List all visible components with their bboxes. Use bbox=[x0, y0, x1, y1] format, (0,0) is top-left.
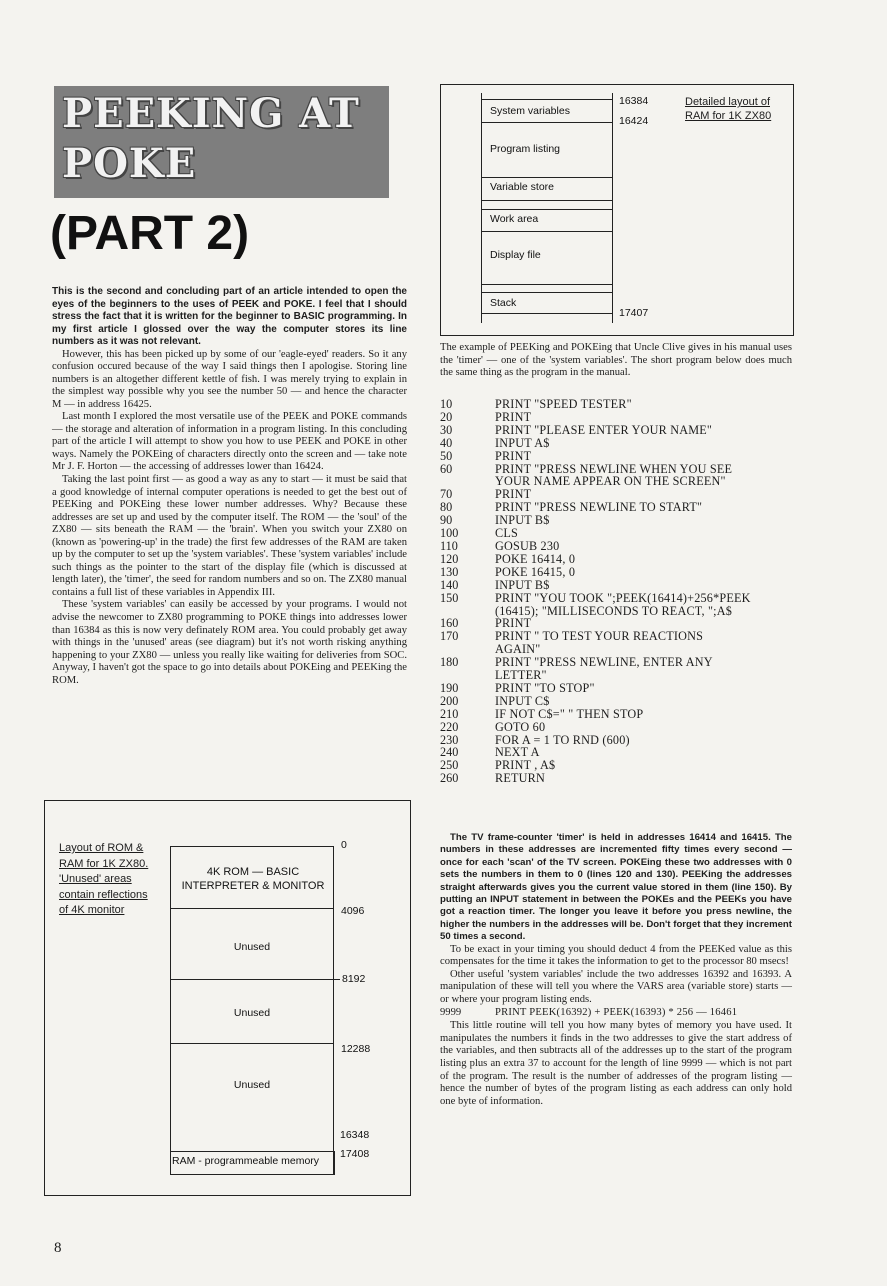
ram-column-left-edge bbox=[481, 93, 482, 323]
address-label: 16348 bbox=[340, 1129, 370, 1141]
program-line-code: PRINT "PRESS NEWLINE WHEN YOU SEE bbox=[495, 461, 733, 476]
intro-paragraph: This is the second and concluding part of an article intended to open the eyes of the beginners to the uses of PEEK and POKE. I feel that I should stress the fact that it is written for the beginner to BASIC programming. In my first article I glossed over the way the computer stores its line numbers as it was not relevant. bbox=[52, 286, 407, 347]
code-line-number: 9999 bbox=[440, 1007, 462, 1019]
program-line bbox=[440, 592, 780, 605]
paragraph: This little routine will tell you how many bytes of memory you have used. It manipulates the numbers it finds in the two addresses to give the start address of the variables, and then subtracts all of the addresses up to the start of the program listing plus an extra 37 to account for the length of line 9999 — which is not part of the program. The result is the number of addresses of the program listing — hence the number of bytes of the program listing as each address can only hold one byte of information. bbox=[440, 1020, 792, 1107]
program-line-code: INPUT B$ bbox=[495, 513, 550, 528]
rom-label bbox=[173, 865, 333, 893]
program-line-code: INPUT A$ bbox=[495, 435, 550, 450]
program-line bbox=[440, 450, 780, 463]
program-line bbox=[440, 579, 780, 592]
program-line-number: 230 bbox=[440, 732, 459, 747]
program-line-number: 50 bbox=[440, 448, 453, 463]
paragraph: Last month I explored the most versatile use of the PEEK and POKE commands — the storage and alteration of information in a program listing. In this concluding part of the article I will attempt to show you how to use PEEK and POKE in other ways. Namely the POKEing of characters directly onto the screen and — take note Mr J. F. Horton — the accessing of addresses lower than 16424. bbox=[52, 411, 407, 473]
program-line bbox=[440, 424, 780, 437]
paragraph: To be exact in your timing you should deduct 4 from the PEEKed value as this compensates for the time it takes the information to get to the processor 80 msecs! bbox=[440, 943, 792, 968]
program-line bbox=[440, 501, 780, 514]
address-label: 4096 bbox=[341, 905, 365, 917]
program-line-number: 240 bbox=[440, 745, 459, 760]
program-line-number: 120 bbox=[440, 551, 459, 566]
left-article-column bbox=[52, 286, 407, 687]
program-line bbox=[440, 605, 780, 618]
program-line-code: GOTO 60 bbox=[495, 719, 546, 734]
memory-boundary bbox=[170, 979, 340, 980]
program-line bbox=[440, 437, 780, 450]
rom-label-line: INTERPRETER & MONITOR bbox=[181, 880, 325, 892]
program-line-number: 260 bbox=[440, 771, 459, 786]
address-label: 8192 bbox=[342, 973, 366, 985]
diagram-caption bbox=[59, 841, 148, 919]
program-line bbox=[440, 772, 780, 785]
program-line-number: 200 bbox=[440, 693, 459, 708]
address-label: 16424 bbox=[619, 115, 649, 127]
program-line-code: (16415); "MILLISECONDS TO REACT, ";A$ bbox=[495, 603, 733, 618]
code-line bbox=[440, 1006, 792, 1020]
ram-boundary bbox=[481, 313, 613, 314]
program-line-number: 60 bbox=[440, 461, 453, 476]
program-line bbox=[440, 411, 780, 424]
stack-label: Stack bbox=[490, 297, 517, 309]
program-line-code: NEXT A bbox=[495, 745, 540, 760]
caption-line: of 4K monitor bbox=[59, 904, 125, 916]
program-line bbox=[440, 398, 780, 411]
program-line-number: 70 bbox=[440, 487, 453, 502]
program-line-code: PRINT "TO STOP" bbox=[495, 680, 595, 695]
program-line-number: 250 bbox=[440, 758, 459, 773]
program-line bbox=[440, 721, 780, 734]
program-line-number: 40 bbox=[440, 435, 453, 450]
program-line-number: 220 bbox=[440, 719, 459, 734]
program-line-code: PRINT "SPEED TESTER" bbox=[495, 397, 632, 411]
paragraph: These 'system variables' can easily be accessed by your programs. I would not advise the newcomer to ZX80 programming to POKE things into addresses lower than 16384 as this is now very definately ROM area. You could probably get away with things in the 'unused' areas (see diagram) but it's not worth risking anything happening to your ZX80 — unless you really like waiting for deliveries from SOC. Anyway, I haven't got the space to go into details about POKEing and PEEKing the ROM. bbox=[52, 599, 407, 686]
program-line-number: 170 bbox=[440, 629, 459, 644]
ram-label: RAM - programmeable memory bbox=[172, 1155, 320, 1167]
program-line-code: PRINT "YOU TOOK ";PEEK(16414)+256*PEEK bbox=[495, 590, 751, 605]
address-label: 12288 bbox=[341, 1043, 371, 1055]
program-line-number: 10 bbox=[440, 397, 453, 411]
program-line bbox=[440, 682, 780, 695]
title-banner bbox=[54, 86, 389, 198]
program-line-number: 180 bbox=[440, 655, 459, 670]
page-number: 8 bbox=[54, 1240, 62, 1256]
program-line-code: AGAIN" bbox=[495, 642, 541, 657]
program-line bbox=[440, 514, 780, 527]
address-label: 0 bbox=[341, 839, 347, 851]
program-line-code: GOSUB 230 bbox=[495, 538, 560, 553]
work-area-label: Work area bbox=[490, 213, 539, 225]
program-line bbox=[440, 630, 780, 643]
program-line-code: PRINT bbox=[495, 448, 532, 463]
title-line-1: PEEKING AT bbox=[62, 90, 360, 137]
program-line bbox=[440, 734, 780, 747]
paragraph: Other useful 'system variables' include the two addresses 16392 and 16393. A manipulation of these will tell you where the VARS area (variable store) starts — or where your program listing ends. bbox=[440, 968, 792, 1005]
caption-line: 'Unused' areas bbox=[59, 873, 132, 885]
memory-boundary bbox=[170, 908, 334, 909]
program-line-code: PRINT "PRESS NEWLINE TO START" bbox=[495, 500, 703, 515]
program-line-code: YOUR NAME APPEAR ON THE SCREEN" bbox=[495, 474, 726, 489]
program-line-code: RETURN bbox=[495, 771, 545, 786]
program-line-number: 140 bbox=[440, 577, 459, 592]
program-line-code: POKE 16414, 0 bbox=[495, 551, 576, 566]
program-line bbox=[440, 527, 780, 540]
program-line-code: PRINT "PLEASE ENTER YOUR NAME" bbox=[495, 422, 713, 437]
program-line-number: 20 bbox=[440, 409, 453, 424]
program-line-code: PRINT , A$ bbox=[495, 758, 556, 773]
program-line bbox=[440, 746, 780, 759]
ram-boundary bbox=[481, 177, 613, 178]
program-line-code: FOR A = 1 TO RND (600) bbox=[495, 732, 630, 747]
bold-paragraph: The TV frame-counter 'timer' is held in addresses 16414 and 16415. The numbers in these addresses are incremented fifty times every second — once for each 'scan' of the TV screen. POKEing these two addresses with 0 sets the numbers in them to 0 (lines 120 and 130). PEEKing the addresses straight afterwards gives you the current value stored in them (line 150). By putting an INPUT statement in between the POKEs and the PEEKs you have got a reaction timer. The longer you leave it before you press newline, the higher the numbers in the addresses will be. Don't forget that they increment 50 times a second. bbox=[440, 832, 792, 943]
program-line bbox=[440, 553, 780, 566]
ram-boundary bbox=[481, 292, 613, 293]
program-line-number: 210 bbox=[440, 706, 459, 721]
ram-diagram-title bbox=[685, 95, 771, 123]
program-line-code: PRINT "PRESS NEWLINE, ENTER ANY bbox=[495, 655, 713, 670]
program-listing bbox=[440, 398, 780, 785]
program-line bbox=[440, 656, 780, 669]
program-line-number bbox=[440, 669, 495, 682]
program-line-number: 110 bbox=[440, 538, 458, 553]
ram-title-line: Detailed layout of bbox=[685, 96, 770, 108]
program-line bbox=[440, 669, 780, 682]
right-article-column bbox=[440, 832, 792, 1108]
unused-label: Unused bbox=[233, 941, 271, 953]
ram-boundary bbox=[481, 200, 613, 201]
program-line bbox=[440, 695, 780, 708]
ram-title-line: RAM for 1K ZX80 bbox=[685, 110, 772, 122]
title-line-2: POKE bbox=[62, 140, 197, 187]
program-listing-label: Program listing bbox=[490, 143, 561, 155]
address-label: 17407 bbox=[619, 307, 649, 319]
program-line-number: 130 bbox=[440, 564, 459, 579]
display-file-label: Display file bbox=[490, 249, 541, 261]
program-line-number: 190 bbox=[440, 680, 459, 695]
program-line-number: 30 bbox=[440, 422, 453, 437]
ram-boundary bbox=[481, 284, 613, 285]
program-line-code: INPUT B$ bbox=[495, 577, 550, 592]
program-line-number: 80 bbox=[440, 500, 453, 515]
program-line-code: INPUT C$ bbox=[495, 693, 550, 708]
program-line-number: 160 bbox=[440, 616, 459, 631]
program-line-code: POKE 16415, 0 bbox=[495, 564, 576, 579]
paragraph: However, this has been picked up by some of our 'eagle-eyed' readers. So it any confusion occured because of the way I said things then I apologise. Storing line numbers is an altogether different kettle of fish. I was merely trying to explain in the simplest way possible why you see the number 50 — and hence the character M — in address 16425. bbox=[52, 348, 407, 410]
caption-line: Layout of ROM & bbox=[59, 842, 144, 854]
variable-store-label: Variable store bbox=[490, 181, 555, 193]
program-line bbox=[440, 759, 780, 772]
program-line bbox=[440, 540, 780, 553]
address-label: 17408 bbox=[340, 1148, 370, 1160]
memory-boundary bbox=[170, 1043, 334, 1044]
memory-boundary bbox=[170, 846, 334, 847]
program-line-code: IF NOT C$=" " THEN STOP bbox=[495, 706, 644, 721]
caption-line: contain reflections bbox=[59, 888, 148, 901]
code-line-text: PRINT PEEK(16392) + PEEK(16393) * 256 — 16461 bbox=[495, 1007, 738, 1019]
ram-layout-diagram bbox=[440, 84, 794, 336]
paragraph: Taking the last point first — as good a way as any to start — it must be said that a good knowledge of internal computer operations is needed to get the best out of PEEKing and POKEing these lower number addresses. Why? Because these addresses are set up and used by the computer itself. The ROM — the 'soul' of the ZX80 — sits beneath the RAM — the 'brain'. When you switch your ZX80 on (known as 'powering-up' in the trade) the first few addresses of the RAM are taken up by the computer to set up the 'system variables'. These 'system variables' include such things as the pointer to the start of the display file (which is discussed at length later), the 'timer', the seed for random numbers and so on. The ZX80 manual contains a full list of these variables in Appendix III. bbox=[52, 473, 407, 598]
program-line-code: PRINT bbox=[495, 409, 532, 424]
address-label: 16384 bbox=[619, 95, 649, 107]
part-subtitle: (PART 2) bbox=[50, 207, 250, 260]
program-line-code: CLS bbox=[495, 526, 518, 541]
ram-boundary bbox=[481, 231, 613, 232]
right-intro bbox=[440, 342, 792, 380]
paragraph: The example of PEEKing and POKEing that Uncle Clive gives in his manual uses the 'timer' — one of the 'system variables'. The short program below does much the same thing as the program in the manual. bbox=[440, 342, 792, 379]
caption-line: RAM for 1K ZX80. bbox=[59, 857, 149, 870]
ram-column-right-edge bbox=[612, 93, 613, 323]
ram-boundary bbox=[481, 209, 613, 210]
program-line bbox=[440, 566, 780, 579]
program-line-number: 90 bbox=[440, 513, 453, 528]
program-line-code: PRINT bbox=[495, 487, 532, 502]
rom-label-line: 4K ROM — BASIC bbox=[206, 866, 300, 878]
program-line-code: LETTER" bbox=[495, 668, 547, 683]
program-line-code: PRINT " TO TEST YOUR REACTIONS bbox=[495, 629, 704, 644]
program-line-number: 100 bbox=[440, 526, 459, 541]
program-line-number: 150 bbox=[440, 590, 459, 605]
system-variables-label: System variables bbox=[490, 105, 570, 117]
program-line-code: PRINT bbox=[495, 616, 532, 631]
program-line bbox=[440, 708, 780, 721]
unused-label: Unused bbox=[233, 1007, 271, 1019]
rom-ram-diagram bbox=[44, 800, 411, 1196]
program-line bbox=[440, 475, 780, 488]
unused-label: Unused bbox=[233, 1079, 271, 1091]
